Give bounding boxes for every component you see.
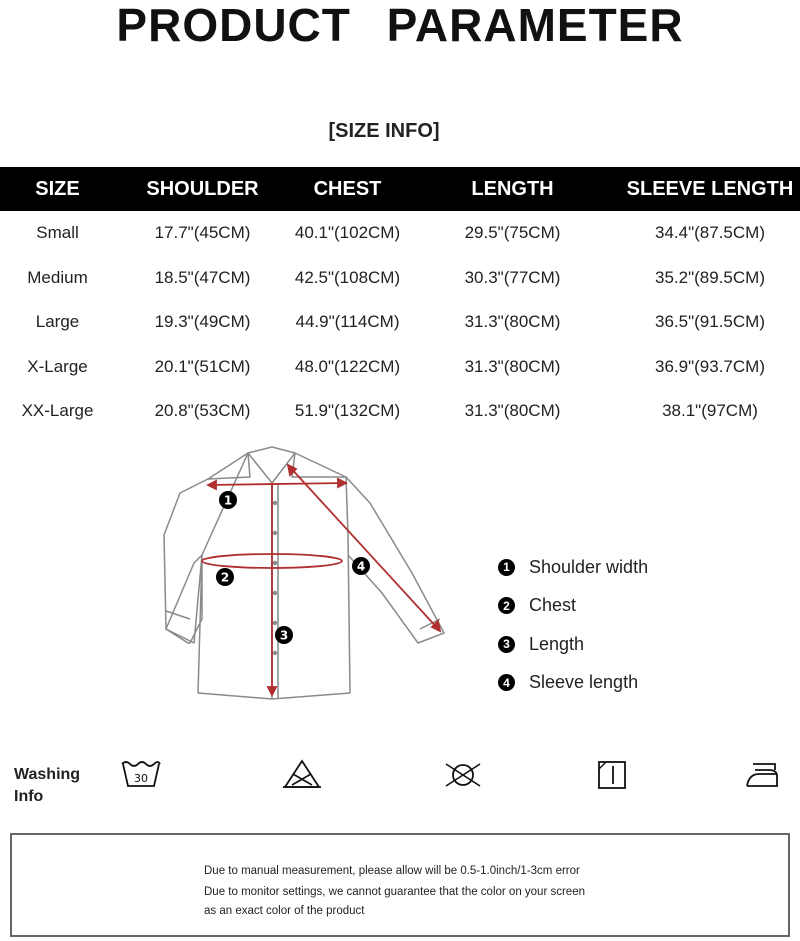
cell-sleeve-length: 36.5"(91.5CM): [655, 312, 765, 332]
table-row: [0, 389, 800, 434]
washing-label-line2: Info: [14, 788, 44, 805]
no-tumble-dry-icon: [442, 760, 484, 790]
table-row: [0, 345, 800, 390]
cell-sleeve-length: 35.2"(89.5CM): [655, 267, 765, 287]
table-row: [0, 256, 800, 301]
shirt-button: [273, 531, 277, 535]
size-info-heading: [SIZE INFO]: [328, 120, 440, 142]
header-shoulder: SHOULDER: [115, 167, 290, 211]
legend-label: Shoulder width: [529, 556, 649, 577]
header-length: LENGTH: [405, 167, 620, 211]
table-row: [0, 211, 800, 256]
left-cuff: [166, 611, 190, 619]
sleeve-measure-line: [288, 465, 440, 631]
cell-size: Large: [35, 312, 80, 332]
legend-number: 3: [498, 636, 515, 653]
disclaimer-box: [10, 833, 790, 937]
legend-label: Length: [529, 633, 585, 654]
legend-item: [498, 587, 648, 626]
measurement-legend: [498, 548, 648, 702]
header-sleeve-length: SLEEVE LENGTH: [620, 167, 800, 211]
cell-chest: 48.0"(122CM): [294, 356, 401, 376]
dry-flat-icon: [597, 760, 627, 790]
cell-chest: 40.1"(102CM): [294, 223, 401, 243]
length-arrow: [268, 687, 276, 695]
cell-chest: 42.5"(108CM): [294, 267, 401, 287]
cell-chest: 51.9"(132CM): [294, 401, 401, 421]
shoulder-arrow-right: [338, 479, 346, 487]
cell-size: X-Large: [27, 356, 88, 376]
shirt-button: [273, 591, 277, 595]
cell-size: Small: [36, 223, 79, 243]
header-size: SIZE: [0, 167, 115, 211]
left-collar: [208, 453, 250, 479]
legend-number: 1: [498, 559, 515, 576]
legend-item: [498, 625, 648, 664]
legend-item: [498, 548, 648, 587]
legend-number: 2: [498, 597, 515, 614]
legend-number: 4: [498, 674, 515, 691]
shirt-button: [273, 561, 277, 565]
marker-3-label: 3: [279, 628, 289, 643]
iron-icon: [745, 760, 779, 790]
cell-shoulder: 18.5"(47CM): [154, 267, 251, 287]
cell-length: 29.5"(75CM): [464, 223, 561, 243]
wash-30-icon: [120, 760, 162, 790]
cell-shoulder: 20.1"(51CM): [154, 356, 251, 376]
cell-length: 31.3"(80CM): [464, 401, 561, 421]
marker-1-label: 1: [223, 493, 233, 508]
table-row: [0, 300, 800, 345]
washing-label-line1: Washing: [14, 766, 81, 783]
header-chest: CHEST: [290, 167, 405, 211]
disclaimer-line-2: Due to monitor settings, we cannot guarantee that the color on your screen: [204, 886, 585, 898]
page-title: PRODUCT PARAMETER: [116, 0, 684, 51]
cell-sleeve-length: 36.9"(93.7CM): [655, 356, 765, 376]
washing-info-label: [14, 764, 80, 808]
legend-label: Chest: [529, 595, 577, 616]
shirt-button: [273, 501, 277, 505]
no-bleach-icon: [282, 758, 322, 790]
disclaimer-line-3: as an exact color of the product: [204, 905, 365, 917]
marker-4-label: 4: [356, 559, 366, 574]
size-table: [0, 167, 800, 434]
shirt-button: [273, 651, 277, 655]
legend-item: [498, 664, 648, 703]
wash-temp: 30: [134, 772, 148, 785]
cell-shoulder: 20.8"(53CM): [154, 401, 251, 421]
cell-sleeve-length: 38.1"(97CM): [662, 401, 758, 421]
legend-label: Sleeve length: [529, 672, 639, 693]
cell-shoulder: 17.7"(45CM): [154, 223, 251, 243]
table-header-row: [0, 167, 800, 211]
shoulder-measure-line: [208, 483, 346, 485]
cell-shoulder: 19.3"(49CM): [154, 312, 251, 332]
cell-chest: 44.9"(114CM): [295, 312, 400, 332]
cell-size: XX-Large: [21, 401, 94, 421]
cell-length: 31.3"(80CM): [464, 356, 561, 376]
cell-length: 30.3"(77CM): [464, 267, 561, 287]
shoulder-arrow-left: [208, 481, 216, 489]
cell-size: Medium: [27, 267, 88, 287]
shirt-button: [273, 621, 277, 625]
cell-length: 31.3"(80CM): [464, 312, 561, 332]
disclaimer-line-1: Due to manual measurement, please allow will be 0.5-1.0inch/1-3cm error: [204, 865, 580, 877]
shirt-measurement-diagram: [150, 443, 460, 705]
marker-2-label: 2: [220, 570, 230, 585]
cell-sleeve-length: 34.4"(87.5CM): [655, 223, 765, 243]
